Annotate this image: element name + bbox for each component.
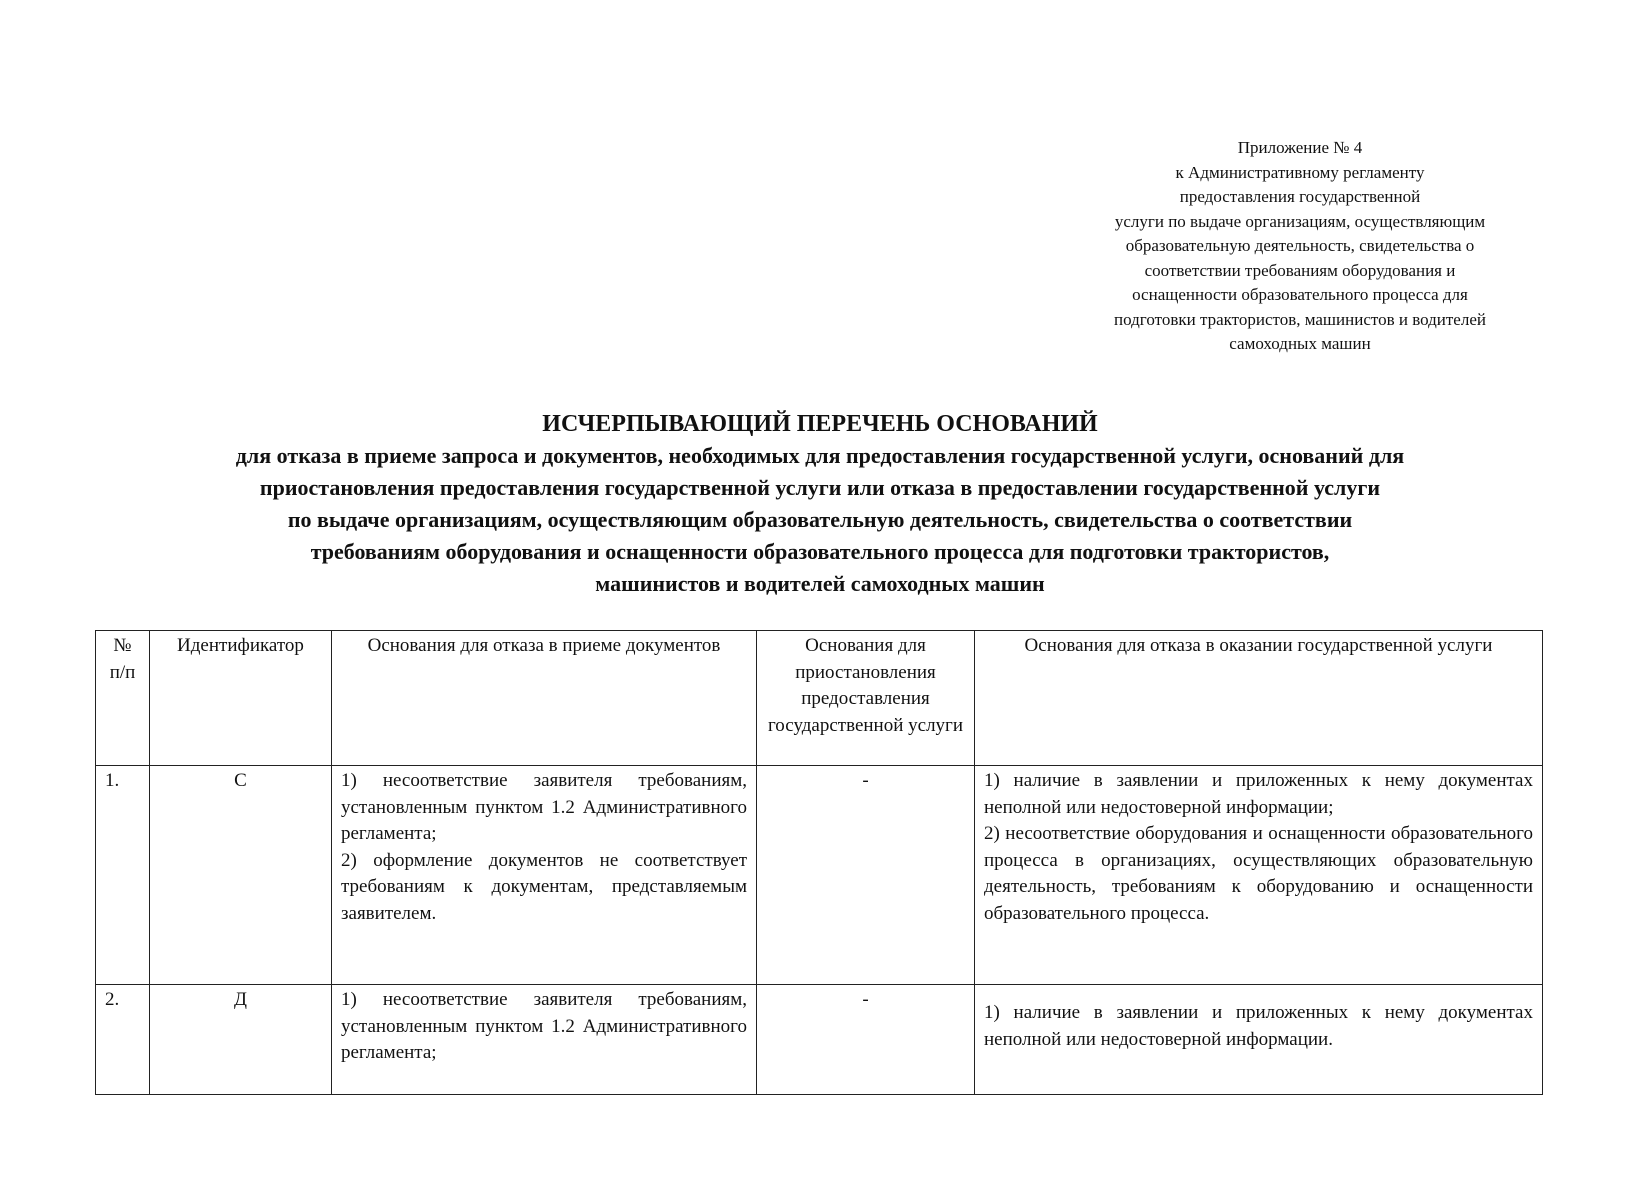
annex-line: Приложение № 4 [1237,138,1363,157]
row-identifier: С [150,766,332,985]
table-row [96,985,1543,1095]
reason-item: 2) несоответствие оборудования и оснащенности образовательного процесса в организациях, осуществляющих образовательную деятельность, требованиям к оборудованию и оснащенности образовательного процесса. [984,823,1533,924]
page-title: ИСЧЕРПЫВАЮЩИЙ ПЕРЕЧЕНЬ ОСНОВАНИЙ [542,411,1098,437]
reason-item: 1) несоответствие заявителя требованиям, установленным пунктом 1.2 Административного регламента; [341,989,747,1063]
annex-line: оснащенности образовательного процесса для [1132,285,1468,304]
annex-note [1055,136,1545,357]
table-row [96,766,1543,985]
reason-item: 1) наличие в заявлении и приложенных к нему документах неполной или недостоверной информации; [984,770,1533,818]
subtitle-line: приостановления предоставления государственной услуги или отказа в предоставлении государственной услуги [259,475,1381,500]
header-identifier: Идентификатор [150,631,332,766]
subtitle-line: по выдаче организациям, осуществляющим образовательную деятельность, свидетельства о соответствии [287,507,1353,532]
annex-line: предоставления государственной [1179,187,1421,206]
row-number: 2. [96,985,150,1095]
subtitle-line: для отказа в приеме запроса и документов, необходимых для предоставления государственной услуги, оснований для [235,443,1405,468]
header-number: № п/п [96,631,150,766]
reason-item: 1) несоответствие заявителя требованиям, установленным пунктом 1.2 Административного регламента; [341,770,747,844]
annex-line: услуги по выдаче организациям, осуществляющим [1114,211,1486,231]
annex-line: подготовки трактористов, машинистов и водителей [1114,309,1486,329]
row-identifier: Д [150,985,332,1095]
header-refusal-service: Основания для отказа в оказании государственной услуги [975,631,1543,766]
refusal-reception-cell [332,985,757,1095]
suspension-cell: - [757,766,975,985]
header-refusal-reception: Основания для отказа в приеме документов [332,631,757,766]
grounds-table [95,630,1543,1095]
row-number: 1. [96,766,150,985]
header-suspension: Основания для приостановления предоставления государственной услуги [757,631,975,766]
refusal-reception-cell [332,766,757,985]
reason-item: 2) оформление документов не соответствует требованиям к документам, представляемым заявителем. [341,849,747,924]
subtitle-line: машинистов и водителей самоходных машин [595,571,1045,596]
annex-line: соответствии требованиям оборудования и [1144,260,1456,280]
annex-line: образовательную деятельность, свидетельства о [1125,236,1475,255]
annex-line: к Административному регламенту [1175,162,1425,182]
subtitle-line: требованиям оборудования и оснащенности образовательного процесса для подготовки трактористов, [310,539,1330,564]
title-subtitle [60,440,1580,600]
annex-line: самоходных машин [1229,334,1371,353]
refusal-service-cell [975,985,1543,1095]
reason-item: 1) наличие в заявлении и приложенных к нему документах неполной или недостоверной информации. [984,1002,1533,1050]
document-title [60,408,1580,600]
suspension-cell: - [757,985,975,1095]
table-header-row [96,631,1543,766]
refusal-service-cell [975,766,1543,985]
